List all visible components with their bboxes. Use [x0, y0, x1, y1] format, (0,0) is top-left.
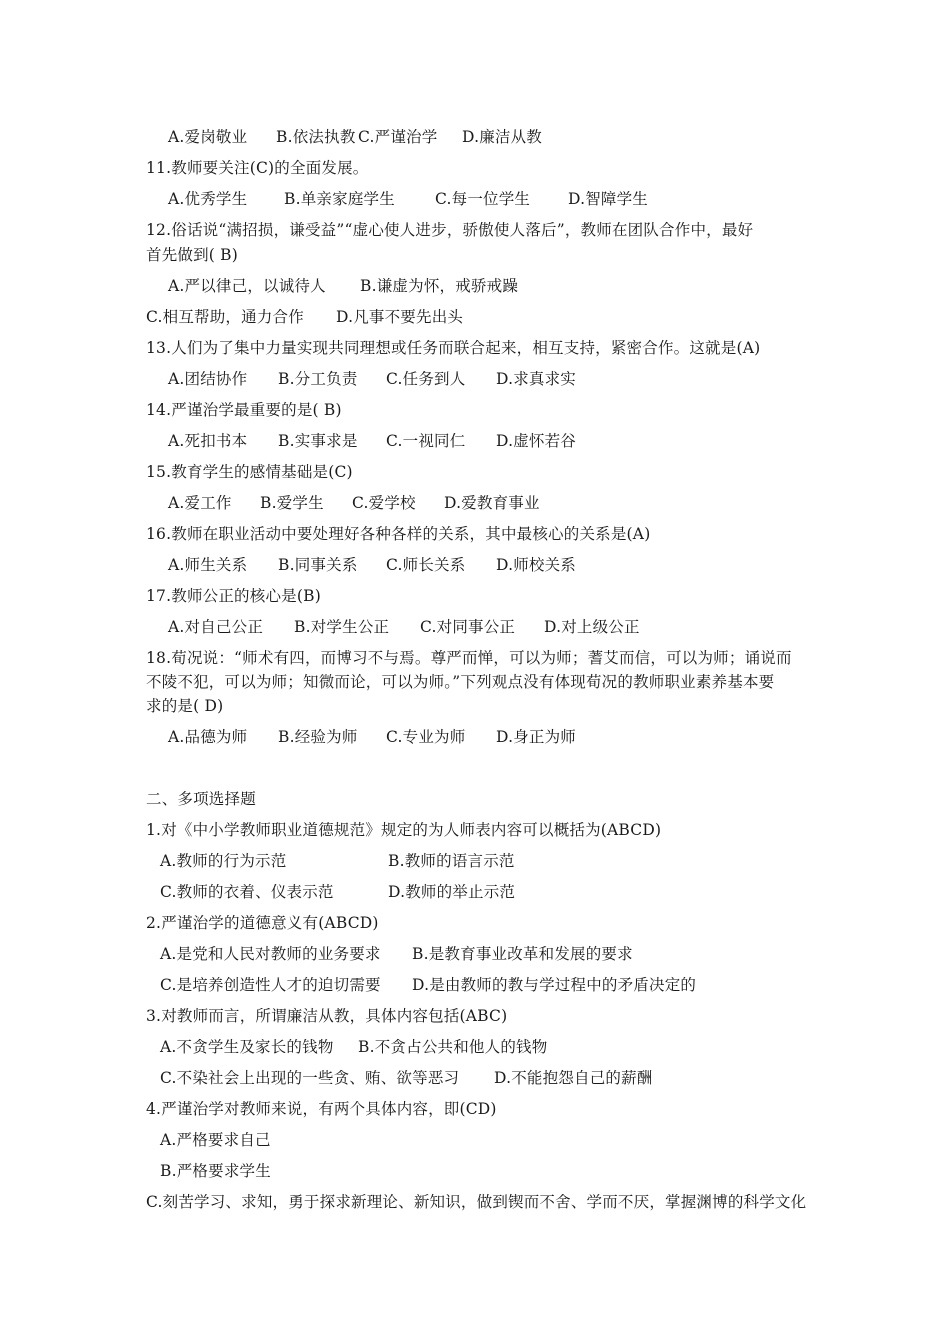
option: A.是党和人民对教师的业务要求	[160, 945, 381, 963]
option: C.对同事公正	[420, 618, 516, 636]
option: A.不贪学生及家长的钱物	[160, 1038, 334, 1056]
option: D.是由教师的教与学过程中的矛盾决定的	[412, 976, 697, 994]
option: B.对学生公正	[294, 618, 390, 636]
option: A.爱工作	[168, 494, 232, 512]
q10-options	[168, 126, 542, 148]
q13-options	[168, 368, 576, 390]
option: B.实事求是	[278, 432, 358, 450]
option: A.教师的行为示范	[160, 852, 287, 870]
option: D.凡事不要先出头	[336, 308, 464, 326]
option: C.相互帮助，通力合作	[146, 308, 304, 326]
option: C.不染社会上出现的一些贪、贿、欲等恶习	[160, 1069, 460, 1087]
option: C.爱学校	[352, 494, 416, 512]
option: C.一视同仁	[386, 432, 466, 450]
q16-options	[168, 554, 576, 576]
m3-options	[160, 1067, 653, 1089]
question-stem: 18.荀况说：“师术有四，而博习不与焉。尊严而惮，可以为师；蓍艾而信，可以为师；诵说而	[146, 649, 792, 667]
option: D.爱教育事业	[444, 494, 540, 512]
question-stem-continued: 不陵不犯，可以为师；知微而论，可以为师。”下列观点没有体现荀况的教师职业素养基本要	[146, 673, 775, 691]
question-stem: 14.严谨治学最重要的是( B)	[146, 401, 342, 419]
option: C.每一位学生	[435, 190, 531, 208]
q18-options	[168, 726, 576, 748]
question-stem: 15.教育学生的感情基础是(C)	[146, 463, 353, 481]
option: D.求真求实	[496, 370, 577, 388]
option: D.不能抱怨自己的薪酬	[494, 1069, 653, 1087]
m3-options	[160, 1036, 547, 1058]
option: C.教师的衣着、仪表示范	[160, 883, 334, 901]
option: C.师长关系	[386, 556, 466, 574]
question-stem-continued: 首先做到( B)	[146, 246, 239, 264]
option: B.同事关系	[278, 556, 358, 574]
option: B.单亲家庭学生	[284, 190, 395, 208]
option: D.智障学生	[568, 190, 649, 208]
option: B.是教育事业改革和发展的要求	[412, 945, 633, 963]
option: B.依法执教	[276, 128, 356, 146]
option: A.严格要求自己	[160, 1131, 271, 1149]
option: D.廉洁从教	[462, 128, 543, 146]
q15-options	[168, 492, 540, 514]
m2-options	[160, 974, 696, 996]
question-stem: 16.教师在职业活动中要处理好各种各样的关系，其中最核心的关系是(A)	[146, 525, 651, 543]
option: B.不贪占公共和他人的钱物	[358, 1038, 548, 1056]
option: D.虚怀若谷	[496, 432, 577, 450]
option: C.任务到人	[386, 370, 466, 388]
option: C.刻苦学习、求知，勇于探求新理论、新知识，做到锲而不舍、学而不厌，掌握渊博的科学文化	[146, 1193, 807, 1211]
option: B.爱学生	[260, 494, 324, 512]
question-stem: 4.严谨治学对教师来说，有两个具体内容，即(CD)	[146, 1100, 497, 1118]
option: A.对自己公正	[168, 618, 264, 636]
option: C.专业为师	[386, 728, 466, 746]
option: D.教师的举止示范	[388, 883, 516, 901]
q17-options	[168, 616, 640, 638]
question-stem: 11.教师要关注(C)的全面发展。	[146, 159, 369, 177]
option: B.分工负责	[278, 370, 358, 388]
q12-options	[146, 306, 463, 328]
option: A.团结协作	[168, 370, 248, 388]
m1-options	[160, 850, 515, 872]
question-stem: 12.俗话说“满招损，谦受益”“虚心使人进步，骄傲使人落后”，教师在团队合作中，最好	[146, 221, 754, 239]
option: B.谦虚为怀，戒骄戒躁	[360, 277, 519, 295]
option: C.严谨治学	[358, 128, 438, 146]
option: A.死扣书本	[168, 432, 248, 450]
option: B.教师的语言示范	[388, 852, 515, 870]
question-stem: 13.人们为了集中力量实现共同理想或任务而联合起来，相互支持，紧密合作。这就是(A)	[146, 339, 761, 357]
q12-options	[168, 275, 518, 297]
m1-options	[160, 881, 515, 903]
q11-options	[168, 188, 648, 210]
question-stem: 2.严谨治学的道德意义有(ABCD)	[146, 914, 379, 932]
question-stem: 3.对教师而言，所谓廉洁从教，具体内容包括(ABC)	[146, 1007, 508, 1025]
option: B.经验为师	[278, 728, 358, 746]
question-stem: 1.对《中小学教师职业道德规范》规定的为人师表内容可以概括为(ABCD)	[146, 821, 662, 839]
option: D.师校关系	[496, 556, 577, 574]
m2-options	[160, 943, 633, 965]
option: C.是培养创造性人才的迫切需要	[160, 976, 381, 994]
option: A.师生关系	[168, 556, 248, 574]
q14-options	[168, 430, 576, 452]
option: B.严格要求学生	[160, 1162, 271, 1180]
question-stem: 17.教师公正的核心是(B)	[146, 587, 321, 605]
option: D.身正为师	[496, 728, 577, 746]
question-stem-continued: 求的是( D)	[146, 697, 224, 715]
option: A.优秀学生	[168, 190, 248, 208]
option: A.严以律己，以诚待人	[168, 277, 326, 295]
option: A.爱岗敬业	[168, 128, 248, 146]
option: D.对上级公正	[544, 618, 640, 636]
section-heading: 二、多项选择题	[146, 790, 256, 808]
option: A.品德为师	[168, 728, 248, 746]
